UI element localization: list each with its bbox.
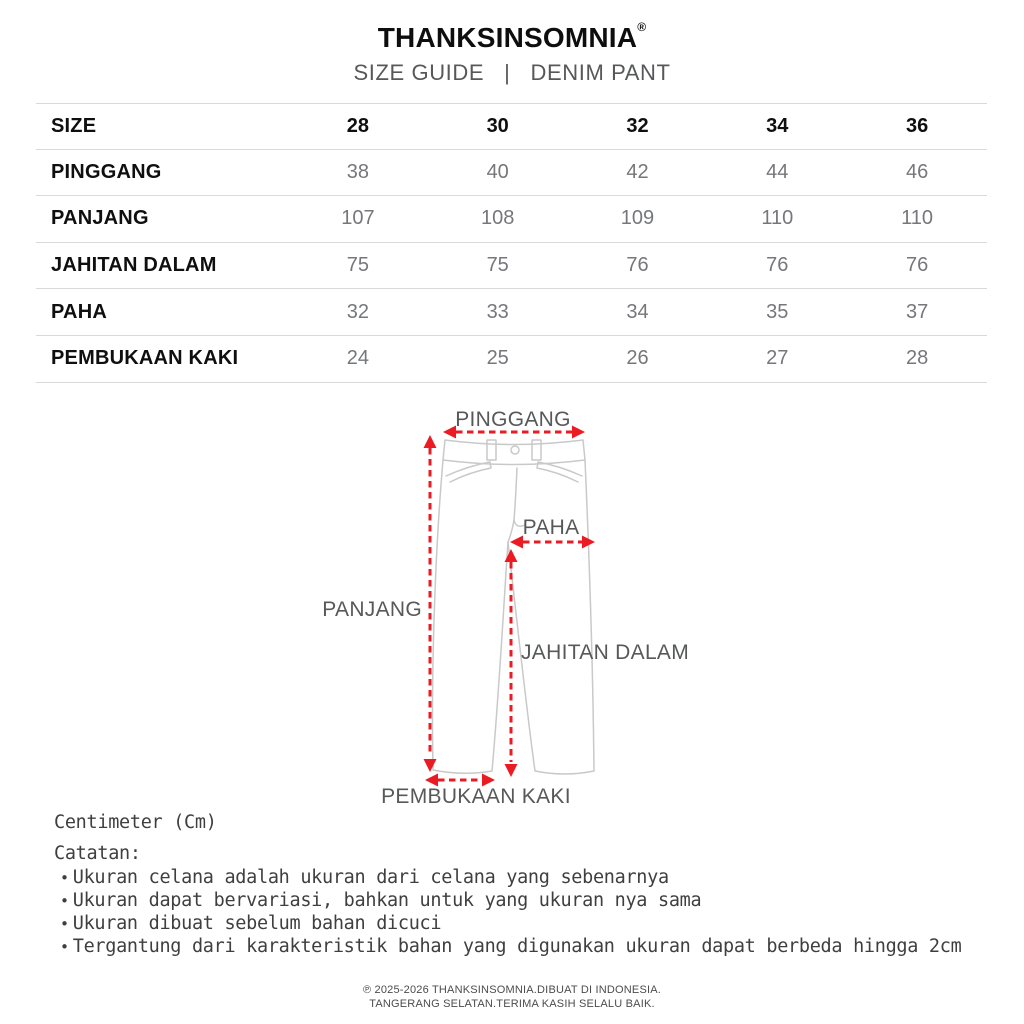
table-cell: 37 bbox=[905, 300, 929, 323]
pants-outline-drawing bbox=[432, 440, 594, 774]
row-label: PINGGANG bbox=[51, 160, 162, 183]
copyright-line2: TANGERANG SELATAN.TERIMA KASIH SELALU BAIK. bbox=[369, 998, 655, 1010]
table-cell: 75 bbox=[346, 254, 370, 277]
subtitle-size-guide: SIZE GUIDE bbox=[353, 60, 485, 85]
note-text: Ukuran dibuat sebelum bahan dicuci bbox=[72, 913, 442, 934]
panjang-label: PANJANG bbox=[322, 598, 422, 621]
table-row-pinggang bbox=[36, 150, 987, 197]
brand-title bbox=[0, 22, 1024, 54]
row-label: SIZE bbox=[51, 114, 97, 137]
row-label: JAHITAN DALAM bbox=[51, 254, 217, 277]
notes-title: Catatan: bbox=[54, 843, 141, 864]
note-text: Ukuran celana adalah ukuran dari celana yang sebenarnya bbox=[72, 867, 669, 888]
size-table bbox=[36, 103, 987, 383]
table-cell: 110 bbox=[901, 207, 934, 230]
note-item bbox=[54, 890, 961, 912]
table-cell: 75 bbox=[486, 254, 509, 277]
row-label: PANJANG bbox=[51, 207, 149, 230]
table-cell: 38 bbox=[346, 160, 370, 183]
table-cell: 107 bbox=[341, 207, 375, 230]
note-text: Ukuran dapat bervariasi, bahkan untuk yang ukuran nya sama bbox=[72, 890, 702, 911]
table-cell: 26 bbox=[626, 347, 649, 370]
subtitle-product: DENIM PANT bbox=[530, 60, 671, 85]
table-cell: 40 bbox=[486, 160, 509, 183]
copyright-footer bbox=[0, 983, 1024, 1011]
table-cell: 34 bbox=[766, 114, 789, 137]
table-cell: 109 bbox=[620, 207, 655, 230]
copyright-line1: ℗ 2025-2026 THANKSINSOMNIA.DIBUAT DI INDONESIA. bbox=[362, 984, 662, 996]
brand-name: THANKSINSOMNIA bbox=[377, 22, 638, 53]
table-cell: 32 bbox=[346, 300, 370, 323]
page-header bbox=[0, 22, 1024, 86]
table-cell: 44 bbox=[766, 160, 789, 183]
table-cell: 36 bbox=[905, 114, 929, 137]
bullet-icon: • bbox=[60, 869, 69, 887]
table-row-paha bbox=[36, 289, 987, 336]
paha-label: PAHA bbox=[522, 516, 580, 539]
table-cell: 110 bbox=[761, 207, 794, 230]
table-cell: 35 bbox=[766, 300, 789, 323]
row-label: PEMBUKAAN KAKI bbox=[51, 347, 239, 370]
row-label: PAHA bbox=[51, 300, 107, 323]
bullet-icon: • bbox=[60, 938, 69, 956]
bullet-icon: • bbox=[60, 915, 69, 933]
table-row-jahitan-dalam bbox=[36, 243, 987, 290]
jahitan-dalam-arrow bbox=[505, 549, 518, 777]
pants-measurement-diagram bbox=[320, 402, 710, 816]
table-cell: 33 bbox=[486, 300, 509, 323]
table-cell: 32 bbox=[626, 114, 649, 137]
table-row-pembukaan-kaki bbox=[36, 336, 987, 383]
page-subtitle bbox=[0, 60, 1024, 86]
table-cell: 108 bbox=[481, 207, 515, 230]
table-cell: 27 bbox=[766, 347, 789, 370]
table-cell: 42 bbox=[626, 160, 649, 183]
table-cell: 28 bbox=[905, 347, 929, 370]
note-item bbox=[54, 913, 961, 935]
subtitle-divider: | bbox=[504, 60, 511, 85]
bullet-icon: • bbox=[60, 892, 69, 910]
table-cell: 24 bbox=[346, 347, 370, 370]
pembukaan-kaki-label: PEMBUKAAN KAKI bbox=[381, 785, 571, 808]
table-row-size bbox=[36, 103, 987, 150]
table-cell: 28 bbox=[346, 114, 370, 137]
table-cell: 76 bbox=[766, 254, 789, 277]
pinggang-label: PINGGANG bbox=[455, 408, 571, 431]
note-item bbox=[54, 936, 961, 958]
table-cell: 25 bbox=[486, 347, 509, 370]
table-cell: 76 bbox=[626, 254, 649, 277]
note-text: Tergantung dari karakteristik bahan yang digunakan ukuran dapat berbeda hingga 2cm bbox=[72, 936, 962, 957]
jahitan-dalam-label: JAHITAN DALAM bbox=[521, 641, 690, 664]
table-cell: 46 bbox=[905, 160, 929, 183]
measurement-unit: Centimeter (Cm) bbox=[54, 812, 217, 833]
notes-section bbox=[54, 812, 961, 958]
table-cell: 76 bbox=[905, 254, 929, 277]
table-cell: 34 bbox=[626, 300, 649, 323]
registered-trademark-symbol: ® bbox=[637, 20, 647, 34]
table-row-panjang bbox=[36, 196, 987, 243]
table-cell: 30 bbox=[486, 114, 509, 137]
note-item bbox=[54, 867, 961, 889]
